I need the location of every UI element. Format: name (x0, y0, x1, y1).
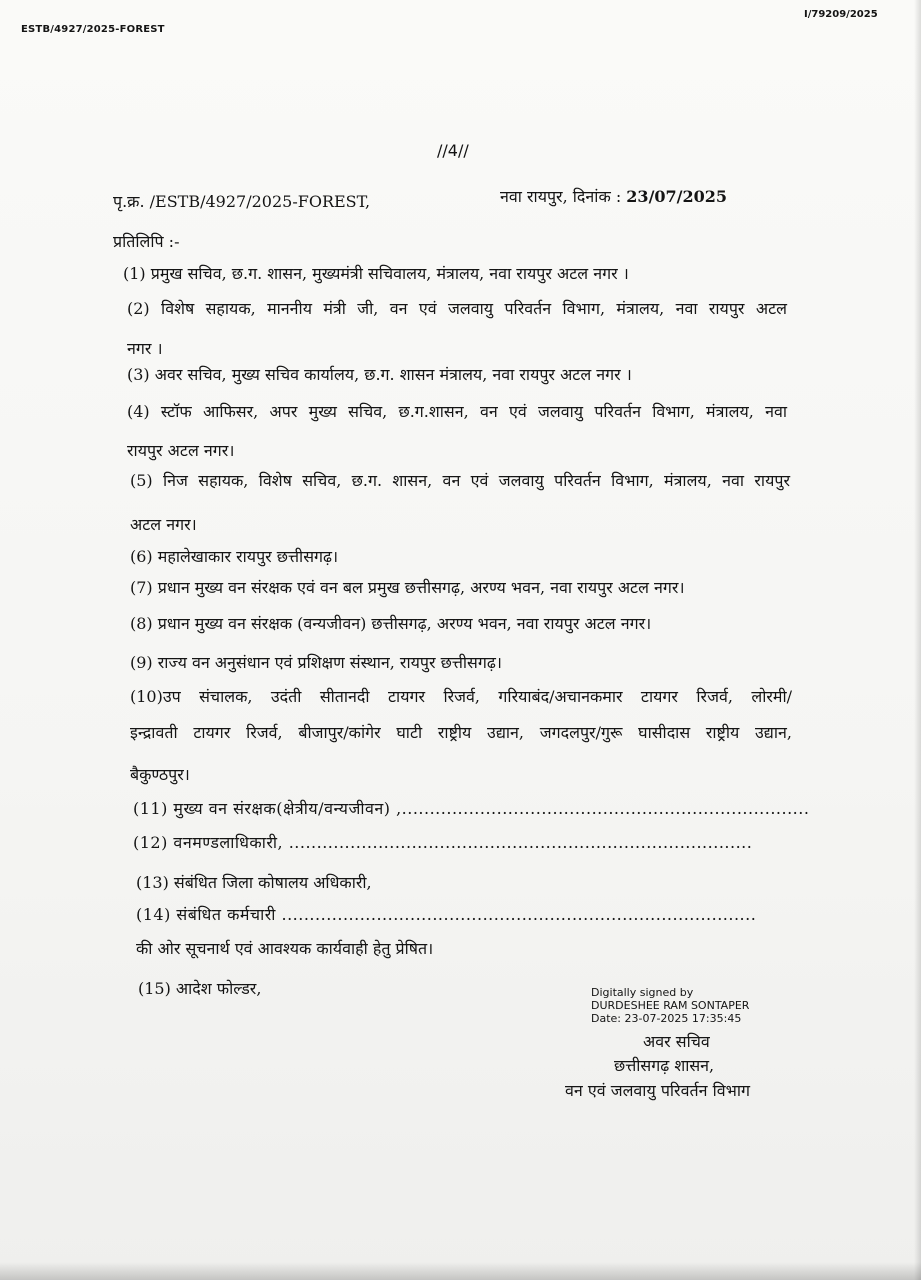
list-item: (1) प्रमुख सचिव, छ.ग. शासन, मुख्यमंत्री सचिवालय, मंत्रालय, नवा रायपुर अटल नगर । (123, 264, 629, 283)
signature-date: Date: 23-07-2025 17:35:45 (591, 1012, 742, 1025)
list-item: (13) संबंधित जिला कोषालय अधिकारी, (136, 873, 372, 892)
list-item: (3) अवर सचिव, मुख्य सचिव कार्यालय, छ.ग. शासन मंत्रालय, नवा रायपुर अटल नगर । (127, 365, 632, 384)
date-value: 23/07/2025 (626, 187, 728, 206)
list-item-continuation: इन्द्रावती टायगर रिजर्व, बीजापुर/कांगेर घाटी राष्ट्रीय उद्यान, जगदलपुर/गुरू घासीदास राष्ट्रीय उद्यान, (130, 723, 792, 742)
list-item: (15) आदेश फोल्डर, (138, 979, 262, 998)
digital-signature (591, 986, 749, 1025)
forwarding-note: की ओर सूचनार्थ एवं आवश्यक कार्यवाही हेतु प्रेषित। (136, 939, 434, 958)
signer-name: DURDESHEE RAM SONTAPER (591, 999, 750, 1012)
reference-date (500, 185, 727, 207)
digital-signature-label: Digitally signed by (591, 986, 694, 999)
page-number: //4// (437, 141, 469, 160)
signer-department: वन एवं जलवायु परिवर्तन विभाग (565, 1081, 751, 1100)
list-item-continuation: रायपुर अटल नगर। (127, 441, 235, 460)
header-file-code: ESTB/4927/2025-FOREST (21, 24, 165, 35)
reference-number: पृ.क्र. /ESTB/4927/2025-FOREST, (113, 192, 371, 211)
scan-edge-shadow (914, 0, 921, 1280)
list-item: (4) स्टॉफ आफिसर, अपर मुख्य सचिव, छ.ग.शासन, वन एवं जलवायु परिवर्तन विभाग, मंत्रालय, नवा (127, 402, 787, 421)
copy-heading: प्रतिलिपि :- (113, 232, 180, 251)
list-item-continuation: नगर । (127, 339, 163, 358)
list-item: (5) निज सहायक, विशेष सचिव, छ.ग. शासन, वन एवं जलवायु परिवर्तन विभाग, मंत्रालय, नवा रायपुर (130, 471, 790, 490)
list-item-continuation: अटल नगर। (130, 515, 197, 534)
list-item: (10)उप संचालक, उदंती सीतानदी टायगर रिजर्व, गरियाबंद/अचानकमार टायगर रिजर्व, लोरमी/ (130, 687, 792, 706)
list-item: (11) मुख्य वन संरक्षक(क्षेत्रीय/वन्यजीवन) ,......................................................................... (133, 799, 810, 818)
list-item: (2) विशेष सहायक, माननीय मंत्री जी, वन एवं जलवायु परिवर्तन विभाग, मंत्रालय, नवा रायपुर अटल (127, 299, 787, 318)
list-item: (7) प्रधान मुख्य वन संरक्षक एवं वन बल प्रमुख छत्तीसगढ़, अरण्य भवन, नवा रायपुर अटल नगर। (130, 578, 685, 597)
list-item: (14) संबंधित कर्मचारी ..................................................................................... (136, 905, 757, 924)
list-item: (12) वनमण्डलाधिकारी, ................................................................................... (133, 833, 753, 852)
scan-bottom-shadow (0, 1262, 921, 1280)
header-receipt-number: I/79209/2025 (804, 9, 878, 20)
signer-designation: अवर सचिव (643, 1032, 710, 1051)
list-item-continuation: बैकुण्ठपुर। (130, 765, 190, 784)
list-item: (9) राज्य वन अनुसंधान एवं प्रशिक्षण संस्थान, रायपुर छत्तीसगढ़। (130, 653, 502, 672)
list-item: (6) महालेखाकार रायपुर छत्तीसगढ़। (130, 547, 339, 566)
signer-government: छत्तीसगढ़ शासन, (614, 1056, 715, 1075)
list-item: (8) प्रधान मुख्य वन संरक्षक (वन्यजीवन) छत्तीसगढ़, अरण्य भवन, नवा रायपुर अटल नगर। (130, 614, 652, 633)
date-prefix: नवा रायपुर, दिनांक : (500, 187, 627, 206)
